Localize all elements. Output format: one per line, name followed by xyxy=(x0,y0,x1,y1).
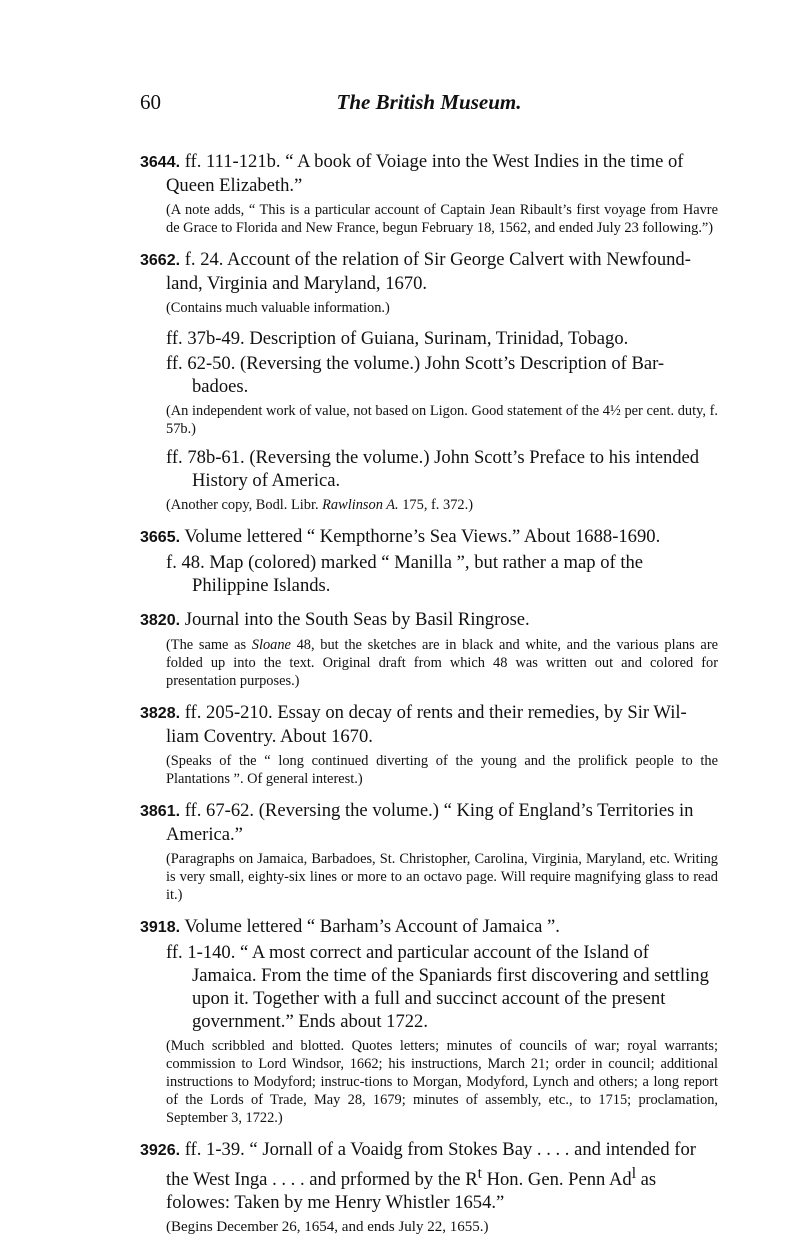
running-head: The British Museum. xyxy=(336,90,522,114)
entry-title: Volume lettered “ Kempthorne’s Sea Views.” About 1688-1690. xyxy=(184,526,661,547)
entry-3918 xyxy=(140,915,718,1127)
entry-title: Journal into the South Seas by Basil Ringrose. xyxy=(184,609,530,630)
entry-3828 xyxy=(140,701,718,788)
entry-number: 3820. xyxy=(140,612,181,629)
entry-title: ff. 205-210. Essay on decay of rents and their remedies, by Sir Wil-liam Coventry. About 1670. xyxy=(166,702,687,747)
entry-subitem: ff. 78b-61. (Reversing the volume.) John Scott’s Preface to his intended History of America. xyxy=(166,447,700,491)
entry-number: 3861. xyxy=(140,803,181,820)
entry-subitem: ff. 37b-49. Description of Guiana, Surinam, Trinidad, Tobago. xyxy=(166,328,629,349)
entry-3665 xyxy=(140,525,718,597)
entry-number: 3926. xyxy=(140,1142,181,1159)
entry-title: ff. 67-62. (Reversing the volume.) “ King of England’s Territories in America.” xyxy=(166,800,694,845)
entry-title: f. 24. Account of the relation of Sir George Calvert with Newfound-land, Virginia and Maryland, 1670. xyxy=(166,249,691,294)
entry-number: 3644. xyxy=(140,154,181,171)
entry-3662 xyxy=(140,248,718,514)
entry-note: (An independent work of value, not based on Ligon. Good statement of the 4½ per cent. duty, f. 57b.) xyxy=(166,403,718,437)
page-header xyxy=(140,90,718,120)
entry-note: (A note adds, “ This is a particular account of Captain Jean Ribault’s first voyage from Havre de Grace to Florida and New France, begun February 18, 1562, and ended July 23 following.”) xyxy=(166,202,718,236)
entry-note: (The same as Sloane 48, but the sketches are in black and white, and the various plans are folded up into the text. Original draft from which 48 was written out and colored for presentation purposes.) xyxy=(166,637,719,689)
entry-3644 xyxy=(140,150,718,237)
entry-title: ff. 1-39. “ Jornall of a Voaidg from Stokes Bay . . . . and intended for the West Inga . . . . and prformed by the $R^t$ Hon. Gen. Penn Ad$^l$ as folowes: Taken by me Henry Whistler 1654.” xyxy=(166,1139,696,1214)
entry-note: (Begins December 26, 1654, and ends July 22, 1655.) xyxy=(166,1219,489,1236)
catalogue-entries xyxy=(140,150,718,1247)
entry-note: (Paragraphs on Jamaica, Barbadoes, St. Christopher, Carolina, Virginia, Maryland, etc. Writing is very small, eighty-six lines or more to an octavo page. Will require magnifying glass to read it.) xyxy=(166,851,718,903)
entry-number: 3918. xyxy=(140,919,181,936)
entry-subitem: ff. 1-140. “ A most correct and particular account of the Island of Jamaica. From the time of the Spaniards first discovering and settling upon it. Together with a full and succinct account of the present government.” Ends about 1722. xyxy=(166,942,709,1032)
entry-number: 3828. xyxy=(140,705,181,722)
entry-3820 xyxy=(140,608,718,690)
entry-note: (Another copy, Bodl. Libr. Rawlinson A. 175, f. 372.) xyxy=(166,497,473,513)
entry-note: (Contains much valuable information.) xyxy=(166,300,390,316)
entry-note: (Much scribbled and blotted. Quotes letters; minutes of councils of war; royal warrants; commission to Lord Windsor, 1662; his instructions, March 21; order in council; additional instructions to Modyford; instruc-tions to Morgan, Modyford, Lynch and others; a long report of the Lords of Trade, May 28, 1679; minutes of assembly, etc., to 1715; proclamation, September 3, 1722.) xyxy=(166,1038,718,1126)
entry-subitem: ff. 62-50. (Reversing the volume.) John Scott’s Description of Bar-badoes. xyxy=(166,353,665,397)
entry-3861 xyxy=(140,799,718,904)
entry-note: (Speaks of the “ long continued diverting of the young and the prolifick people to the Plantations ”. Of general interest.) xyxy=(166,753,718,787)
page-number: 60 xyxy=(140,90,161,114)
entry-subitem: f. 48. Map (colored) marked “ Manilla ”, but rather a map of the Philippine Islands. xyxy=(166,552,644,596)
entry-number: 3665. xyxy=(140,529,181,546)
entry-3926 xyxy=(140,1138,718,1236)
entry-number: 3662. xyxy=(140,252,181,269)
entry-title: Volume lettered “ Barham’s Account of Jamaica ”. xyxy=(184,916,560,937)
entry-title: ff. 111-121b. “ A book of Voiage into the West Indies in the time of Queen Elizabeth.” xyxy=(166,151,684,196)
